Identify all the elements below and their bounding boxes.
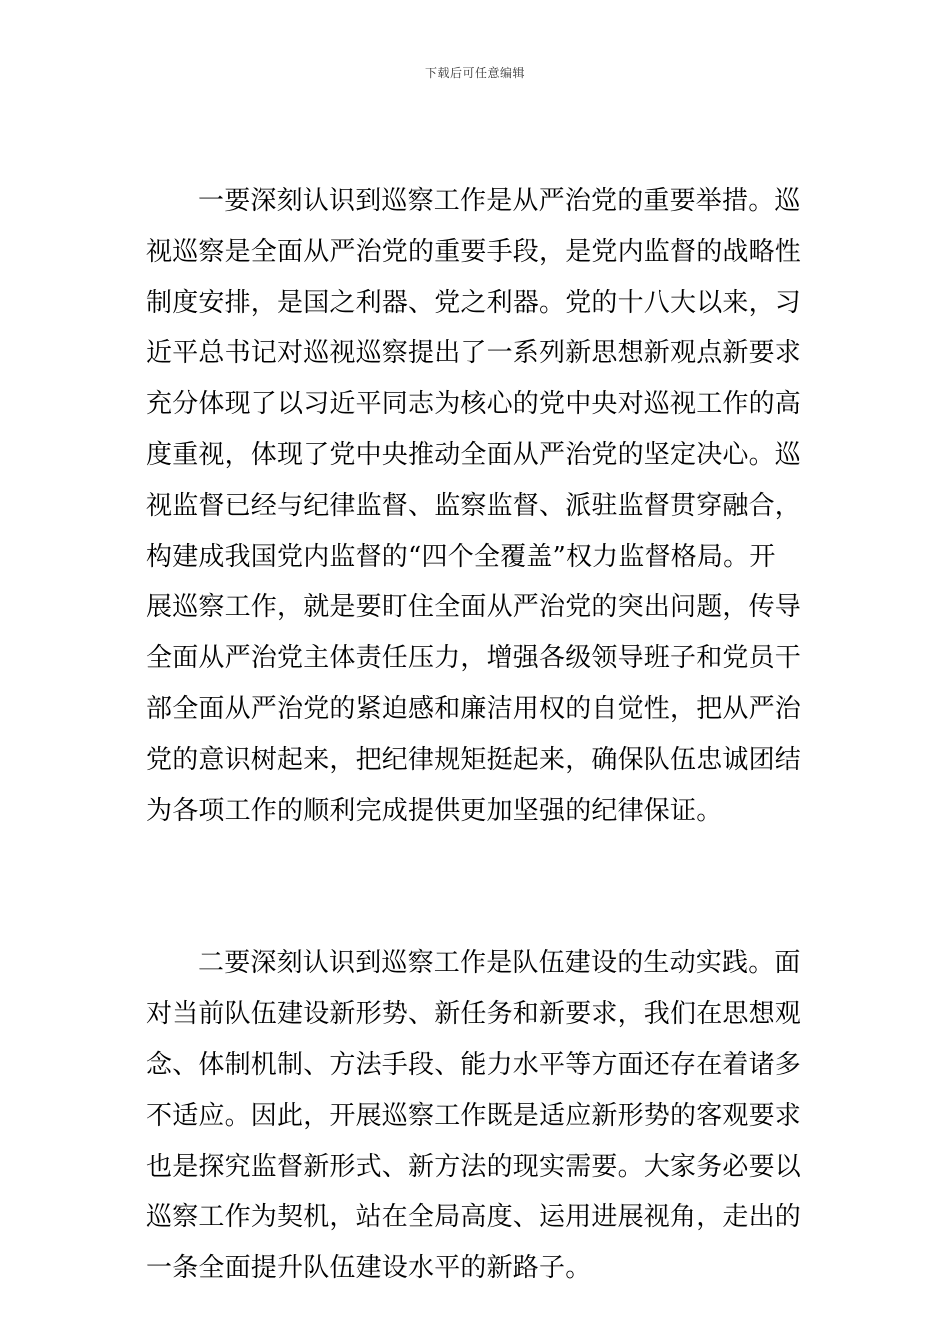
text-line: 构建成我国党内监督的“四个全覆盖”权力监督格局。开 <box>146 541 776 572</box>
text-line: 近平总书记对巡视巡察提出了一系列新思想新观点新要求 <box>146 338 802 369</box>
text-line: 也是探究监督新形式、新方法的现实需要。大家务必要以 <box>146 1151 802 1182</box>
paragraph-1 <box>146 176 806 836</box>
text-line: 展巡察工作，就是要盯住全面从严治党的突出问题，传导 <box>146 592 802 623</box>
text-line: 为各项工作的顺利完成提供更加坚强的纪律保证。 <box>146 795 723 826</box>
text-line: 党的意识树起来，把纪律规矩挺起来，确保队伍忠诚团结 <box>146 744 802 775</box>
text-line: 视巡察是全面从严治党的重要手段，是党内监督的战略性 <box>146 236 802 267</box>
text-line: 一条全面提升队伍建设水平的新路子。 <box>146 1253 592 1284</box>
text-line: 念、体制机制、方法手段、能力水平等方面还存在着诸多 <box>146 1049 802 1080</box>
text-line: 制度安排，是国之利器、党之利器。党的十八大以来，习 <box>146 287 802 318</box>
paragraph-spacer <box>146 836 806 938</box>
text-line: 巡察工作为契机，站在全局高度、运用进展视角，走出的 <box>146 1202 802 1233</box>
document-body <box>146 176 806 1294</box>
paragraph-2 <box>146 938 806 1294</box>
text-line: 二要深刻认识到巡察工作是队伍建设的生动实践。面 <box>198 948 801 979</box>
text-line: 度重视，体现了党中央推动全面从严治党的坚定决心。巡 <box>146 439 802 470</box>
text-line: 充分体现了以习近平同志为核心的党中央对巡视工作的高 <box>146 389 802 420</box>
text-line: 对当前队伍建设新形势、新任务和新要求，我们在思想观 <box>146 999 802 1030</box>
text-line: 视监督已经与纪律监督、监察监督、派驻监督贯穿融合， <box>146 490 802 521</box>
text-line: 全面从严治党主体责任压力，增强各级领导班子和党员干 <box>146 643 802 674</box>
text-line: 一要深刻认识到巡察工作是从严治党的重要举措。巡 <box>198 186 801 216</box>
text-line: 部全面从严治党的紧迫感和廉洁用权的自觉性，把从严治 <box>146 693 802 724</box>
page-header-note: 下载后可任意编辑 <box>424 66 525 80</box>
text-line: 不适应。因此，开展巡察工作既是适应新形势的客观要求 <box>146 1100 802 1131</box>
